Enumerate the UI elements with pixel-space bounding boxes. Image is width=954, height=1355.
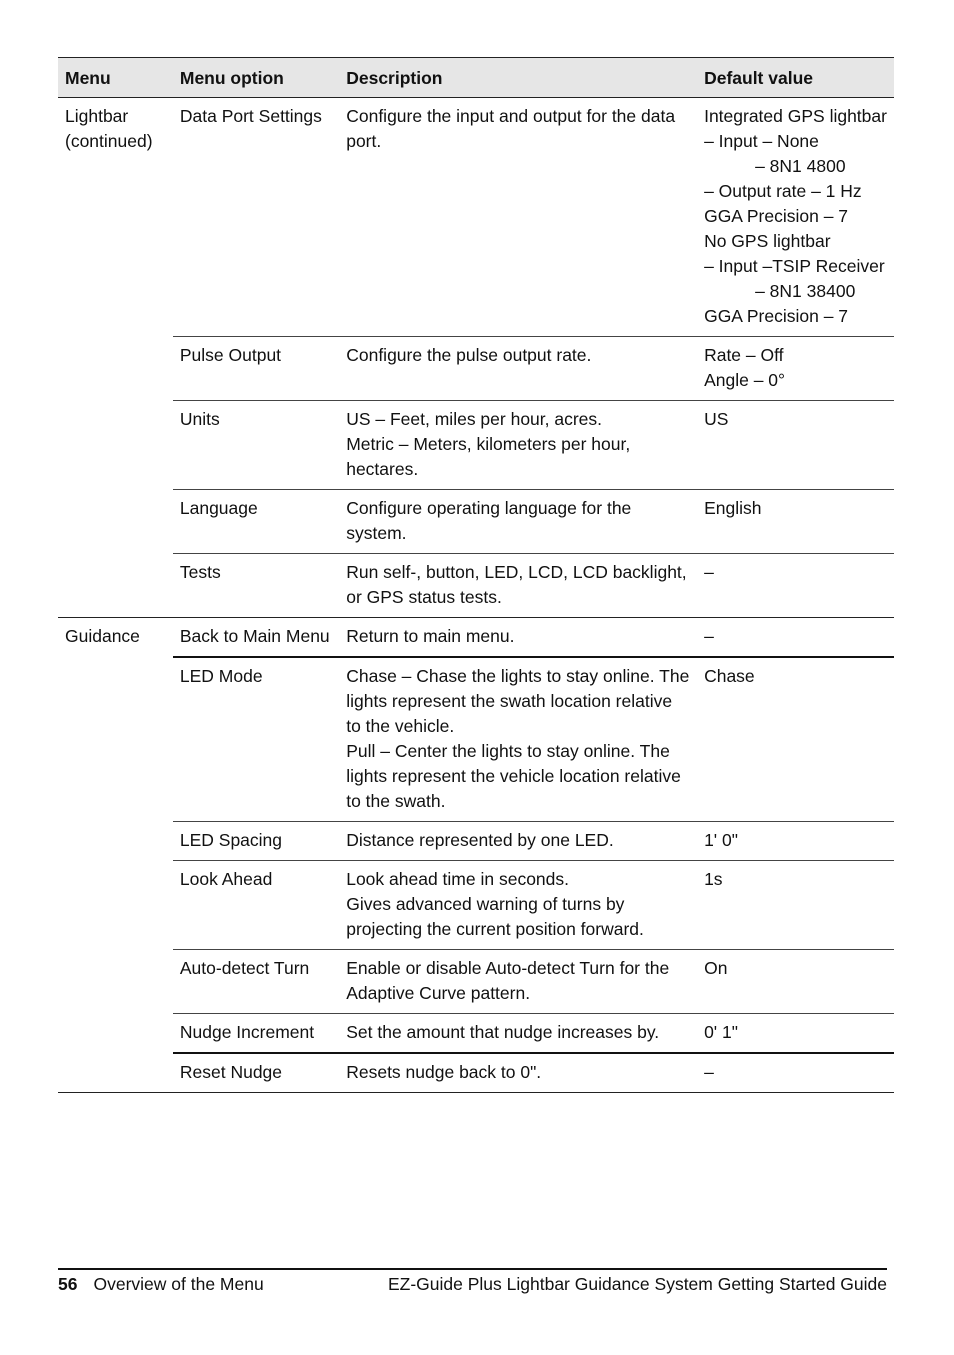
- description-line: Metric – Meters, kilometers per hour, hectares.: [346, 434, 631, 479]
- menu-name-line: Lightbar: [65, 106, 129, 126]
- table-row: [58, 490, 894, 554]
- description-line: Run self-, button, LED, LCD, LCD backlight, or GPS status tests.: [346, 562, 687, 607]
- default-value-line: 1s: [704, 869, 723, 889]
- description-line: Distance represented by one LED.: [346, 830, 614, 850]
- default-value-cell: [697, 98, 894, 337]
- menu-table: [58, 57, 894, 1093]
- description-cell: [339, 337, 697, 401]
- menu-option-cell: Data Port Settings: [173, 98, 339, 337]
- default-value-line: Angle – 0°: [704, 370, 786, 390]
- table-row: [58, 337, 894, 401]
- default-value-line: 0' 1": [704, 1022, 738, 1042]
- description-line: US – Feet, miles per hour, acres.: [346, 409, 603, 429]
- menu-option-cell: Pulse Output: [173, 337, 339, 401]
- footer-rule: [58, 1268, 887, 1270]
- description-line: Configure the pulse output rate.: [346, 345, 592, 365]
- description-cell: [339, 822, 697, 861]
- default-value-cell: [697, 490, 894, 554]
- description-cell: [339, 861, 697, 950]
- default-value-line: Integrated GPS lightbar: [704, 106, 887, 126]
- header-description: Description: [339, 58, 697, 98]
- description-line: Set the amount that nudge increases by.: [346, 1022, 660, 1042]
- menu-option-cell: Reset Nudge: [173, 1053, 339, 1093]
- description-line: Pull – Center the lights to stay online. The lights represent the vehicle location relative to the swath.: [346, 741, 681, 811]
- default-value-cell: [697, 1014, 894, 1054]
- header-menu-option: Menu option: [173, 58, 339, 98]
- default-value-cell: [697, 950, 894, 1014]
- footer-left: [58, 1272, 264, 1296]
- default-value-line: –: [704, 1062, 714, 1082]
- default-value-line: – 8N1 38400: [755, 281, 856, 301]
- default-value-line: GGA Precision – 7: [704, 306, 849, 326]
- menu-name-line: Guidance: [65, 626, 140, 646]
- default-value-line: US: [704, 409, 729, 429]
- description-cell: [339, 1053, 697, 1093]
- default-value-line: – Input – None: [704, 131, 819, 151]
- description-cell: [339, 401, 697, 490]
- default-value-line: 1' 0": [704, 830, 738, 850]
- description-line: Resets nudge back to 0".: [346, 1062, 542, 1082]
- default-value-line: –: [704, 626, 714, 646]
- menu-name-line: (continued): [65, 131, 153, 151]
- table-row: [58, 618, 894, 658]
- description-cell: [339, 657, 697, 822]
- default-value-cell: [697, 657, 894, 822]
- menu-cell: [58, 98, 173, 618]
- table-row: [58, 1053, 894, 1093]
- default-value-cell: [697, 401, 894, 490]
- menu-option-cell: Back to Main Menu: [173, 618, 339, 658]
- description-line: Enable or disable Auto-detect Turn for the Adaptive Curve pattern.: [346, 958, 670, 1003]
- menu-option-cell: LED Mode: [173, 657, 339, 822]
- default-value-cell: [697, 822, 894, 861]
- default-value-cell: [697, 1053, 894, 1093]
- menu-option-cell: LED Spacing: [173, 822, 339, 861]
- default-value-line: – Input –TSIP Receiver: [704, 256, 885, 276]
- table-row: [58, 98, 894, 337]
- description-line: Chase – Chase the lights to stay online. The lights represent the swath location relative to the vehicle.: [346, 666, 690, 736]
- default-value-cell: [697, 337, 894, 401]
- menu-option-cell: Tests: [173, 554, 339, 618]
- default-value-line: – Output rate – 1 Hz: [704, 181, 862, 201]
- default-value-line: English: [704, 498, 762, 518]
- default-value-cell: [697, 554, 894, 618]
- table-row: [58, 657, 894, 822]
- description-line: Return to main menu.: [346, 626, 515, 646]
- page-footer: [58, 1272, 887, 1296]
- table-row: [58, 1014, 894, 1054]
- description-cell: [339, 950, 697, 1014]
- default-value-line: GGA Precision – 7: [704, 206, 849, 226]
- menu-option-cell: Units: [173, 401, 339, 490]
- default-value-line: No GPS lightbar: [704, 231, 831, 251]
- description-cell: [339, 490, 697, 554]
- default-value-line: Chase: [704, 666, 755, 686]
- footer-section-title: Overview of the Menu: [93, 1274, 264, 1294]
- table-body: [58, 98, 894, 1093]
- header-default-value: Default value: [697, 58, 894, 98]
- page-number: 56: [58, 1274, 78, 1294]
- menu-option-cell: Language: [173, 490, 339, 554]
- menu-option-cell: Look Ahead: [173, 861, 339, 950]
- table-row: [58, 554, 894, 618]
- table-row: [58, 861, 894, 950]
- menu-option-cell: Auto-detect Turn: [173, 950, 339, 1014]
- default-value-cell: [697, 618, 894, 658]
- menu-cell: [58, 618, 173, 1093]
- description-line: Configure the input and output for the data port.: [346, 106, 676, 151]
- default-value-line: –: [704, 562, 714, 582]
- default-value-line: On: [704, 958, 728, 978]
- description-cell: [339, 618, 697, 658]
- header-menu: Menu: [58, 58, 173, 98]
- default-value-line: Rate – Off: [704, 345, 784, 365]
- description-cell: [339, 1014, 697, 1054]
- table-row: [58, 950, 894, 1014]
- menu-option-cell: Nudge Increment: [173, 1014, 339, 1054]
- description-line: Gives advanced warning of turns by projecting the current position forward.: [346, 894, 644, 939]
- description-line: Configure operating language for the system.: [346, 498, 632, 543]
- table-row: [58, 822, 894, 861]
- default-value-line: – 8N1 4800: [755, 156, 846, 176]
- table-header-row: [58, 58, 894, 98]
- description-cell: [339, 554, 697, 618]
- table-row: [58, 401, 894, 490]
- footer-document-title: EZ-Guide Plus Lightbar Guidance System Getting Started Guide: [387, 1274, 887, 1294]
- description-line: Look ahead time in seconds.: [346, 869, 570, 889]
- description-cell: [339, 98, 697, 337]
- default-value-cell: [697, 861, 894, 950]
